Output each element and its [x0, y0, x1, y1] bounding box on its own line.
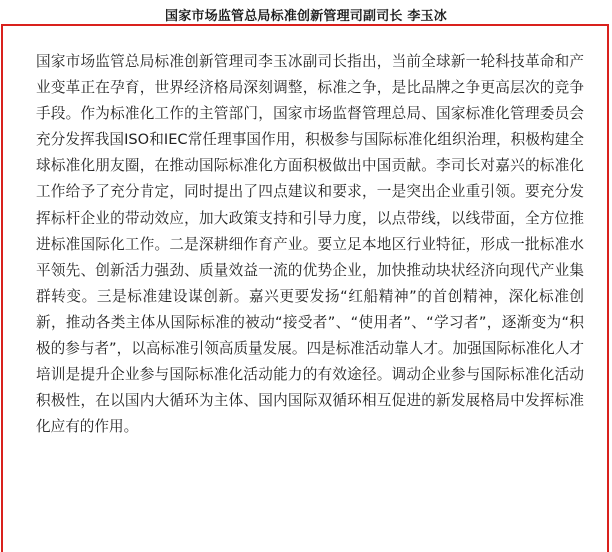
article-body: 国家市场监管总局标准创新管理司李玉冰副司长指出，当前全球新一轮科技革命和产业变革正在孕育，世界经济格局深刻调整，标准之争，是比品牌之争更高层次的竞争手段。作为标准化工作的主管部门，国家市场监督管理总局、国家标准化管理委员会充分发挥我国ISO和IEC常任理事国作用，积极参与国际标准化组织治理，积极构建全球标准化朋友圈，在推动国际标准化方面积极做出中国贡献。李司长对嘉兴的标准化工作给予了充分肯定，同时提出了四点建议和要求，一是突出企业重引领。要充分发挥标杆企业的带动效应，加大政策支持和引导力度，以点带线，以线带面，全方位推进标准国际化工作。二是深耕细作育产业。要立足本地区行业特征，形成一批标准水平领先、创新活力强劲、质量效益一流的优势企业，加快推动块状经济向现代产业集群转变。三是标准建设谋创新。嘉兴更要发扬“红船精神”的首创精神，深化标准创新，推动各类主体从国际标准的被动“接受者”、“使用者”、“学习者”，逐渐变为“积极的参与者”，以高标准引领高质量发展。四是标准活动靠人才。加强国际标准化人才培训是提升企业参与国际标准化活动能力的有效途径。调动企业参与国际标准化活动积极性，在以国内大循环为主体、国内国际双循环相互促进的新发展格局中发挥标准化应有的作用。	[36, 53, 584, 436]
article-title: 国家市场监管总局标准创新管理司副司长 李玉冰	[165, 9, 447, 24]
